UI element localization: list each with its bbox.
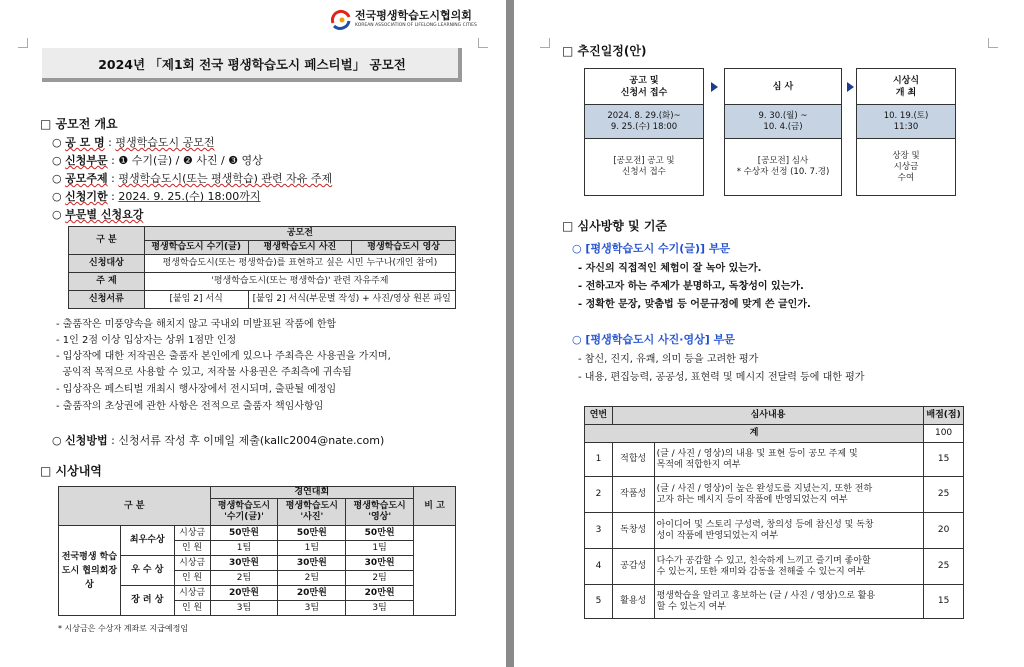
req-row-label: 신청서류 [69,291,145,309]
awards-heading: □ 시상내역 [40,464,102,478]
criteria-item: - 내용, 편집능력, 공공성, 표현력 및 메시지 전달력 등에 대한 평가 [578,372,865,383]
schedule-step-date: 2024. 8. 29.(화)~ 9. 25.(수) 18:00 [585,105,703,139]
criteria-row-name: 작품성 [612,477,654,513]
req-row-label: 신청대상 [69,255,145,273]
req-row-value: [붙임 2] 서식(부문별 작성) + 사진/영상 원본 파일 [248,291,455,309]
schedule-heading: □ 추진일정(안) [562,44,647,58]
award-count: 2팀 [210,571,278,586]
schedule-step [584,68,704,196]
criteria-row-score: 20 [924,513,964,549]
criteria-row-desc: 다수가 공감할 수 있고, 친숙하게 느끼고 즐기며 좋아할 수 있는지, 또한 재미와 감동을 전해줄 수 있는지 여부 [654,549,924,585]
overview-item-name: ○ 공 모 명 : 평생학습도시 공모전 [52,136,215,149]
req-row-value: [붙임 2] 서식 [144,291,248,309]
award-amount: 50만원 [346,526,414,541]
award-prize-label: 시상금 [174,526,210,541]
awards-contest: 경연대회 [210,487,413,499]
criteria-row-no: 4 [585,549,613,585]
note-item: - 출품작은 미풍양속을 해치지 않고 국내외 미발표된 작품에 한함 [56,319,337,330]
awards-remark: 비 고 [414,487,456,526]
criteria-row-desc: 평생학습을 알리고 홍보하는 (글 / 사진 / 영상)으로 활용 할 수 있는지 여부 [654,585,924,619]
award-people-label: 인 원 [174,601,210,616]
award-prize-label: 시상금 [174,586,210,601]
req-row-value: '평생학습도시(또는 평생학습)' 관련 자유주제 [144,273,455,291]
criteria-heading: □ 심사방향 및 기준 [562,219,668,233]
schedule-step-head: 시상식 개 최 [857,69,955,105]
criteria-row-score: 15 [924,585,964,619]
note-item: - 입상작에 대한 저작권은 출품자 본인에게 있으나 주최측은 사용권을 가지며, [56,351,391,362]
logo-subtitle: KOREAN ASSOCIATION OF LIFELONG LEARNING CITIES [355,23,477,28]
note-item: 공익적 목적으로 사용할 수 있고, 저작물 사용권은 주최측에 귀속됨 [56,367,352,378]
criteria-col-score: 배점(점) [924,407,964,425]
schedule-step-desc: [공모전] 공고 및 신청서 접수 [613,156,675,177]
page-title: 2024년 「제1회 전국 평생학습도시 페스티벌」 공모전 [98,57,406,72]
schedule-step-desc: 상장 및 시상금 수여 [892,150,920,183]
criteria-item: - 정확한 문장, 맞춤법 등 어문규정에 맞게 쓴 글인가. [578,299,811,310]
apply-method: ○ 신청방법 : 신청서류 작성 후 이메일 제출(kallc2004@nate.com) [52,434,385,447]
award-people-label: 인 원 [174,571,210,586]
award-count: 1팀 [278,541,346,556]
awards-col-photo: 평생학습도시 '사진' [278,499,346,526]
schedule-step [856,68,956,196]
awards-col-group: 구 분 [59,487,211,526]
note-item: - 출품작의 초상권에 관한 사항은 전적으로 출품자 책임사항임 [56,401,324,412]
criteria-table [584,406,964,619]
note-item: - 입상작은 페스티벌 개최시 행사장에서 전시되며, 출판될 예정임 [56,384,337,395]
award-count: 1팀 [346,541,414,556]
award-count: 3팀 [346,601,414,616]
overview-item-requirements: ○ 부문별 신청요강 [52,208,144,221]
page-right [514,0,1024,667]
req-col-group: 구 분 [69,227,145,255]
req-row-label: 주 제 [69,273,145,291]
crop-mark [478,38,488,48]
logo-name: 전국평생학습도시협의회 [355,9,472,22]
criteria-sub-writing: ○ [평생학습도시 수기(글)] 부문 [572,242,731,255]
overview-item-theme: ○ 공모주제 : 평생학습도시(또는 평생학습) 관련 자유 주제 [52,172,333,185]
award-prize-label: 시상금 [174,556,210,571]
criteria-total: 100 [924,425,964,443]
schedule-step-head: 공고 및 신청서 접수 [585,69,703,105]
award-amount: 20만원 [346,586,414,601]
awards-remark-cell [414,526,456,616]
req-col-video: 평생학습도시 영상 [352,241,456,255]
note-item: - 1인 2점 이상 입상자는 상위 1점만 인정 [56,335,237,346]
award-amount: 20만원 [278,586,346,601]
awards-col-writing: 평생학습도시 '수기(글)' [210,499,278,526]
schedule-step-date: 10. 19.(토) 11:30 [857,105,955,139]
crop-mark [988,38,998,48]
awards-organizer: 전국평생 학습도시 협의회장상 [59,526,121,616]
award-grade: 최우수상 [120,526,174,556]
schedule-step-date: 9. 30.(월) ~ 10. 4.(금) [725,105,841,139]
award-grade: 장 려 상 [120,586,174,616]
criteria-item: - 자신의 직접적인 체험이 잘 녹아 있는가. [578,263,762,274]
criteria-item: - 참신, 진지, 유쾌, 의미 등을 고려한 평가 [578,354,759,365]
award-amount: 30만원 [278,556,346,571]
crop-mark [18,38,28,48]
criteria-row-score: 15 [924,443,964,477]
criteria-row-score: 25 [924,549,964,585]
req-col-writing: 평생학습도시 수기(글) [144,241,248,255]
criteria-row-desc: 아이디어 및 스토리 구성력, 창의성 등에 참신성 및 독창 성이 작품에 반영되었는지 여부 [654,513,924,549]
req-row-value: 평생학습도시(또는 평생학습)를 표현하고 싶은 시민 누구나(개인 참여) [144,255,455,273]
award-amount: 30만원 [210,556,278,571]
criteria-sub-media: ○ [평생학습도시 사진·영상] 부문 [572,333,735,346]
criteria-row-no: 3 [585,513,613,549]
page-left [0,0,506,667]
award-count: 2팀 [278,571,346,586]
crop-mark [540,38,550,48]
logo-icon [330,9,352,31]
award-count: 3팀 [210,601,278,616]
criteria-row-name: 활용성 [612,585,654,619]
criteria-row-no: 5 [585,585,613,619]
award-amount: 30만원 [346,556,414,571]
req-col-photo: 평생학습도시 사진 [248,241,352,255]
criteria-row-score: 25 [924,477,964,513]
award-amount: 20만원 [210,586,278,601]
arrow-right-icon [847,82,854,92]
criteria-row-desc: (글 / 사진 / 영상)의 내용 및 표현 등이 공모 주제 및 목적에 적합한지 여부 [654,443,924,477]
criteria-row-name: 적합성 [612,443,654,477]
award-count: 2팀 [346,571,414,586]
award-amount: 50만원 [210,526,278,541]
overview-item-category: ○ 신청부문 : ❶ 수기(글) / ❷ 사진 / ❸ 영상 [52,154,263,167]
criteria-total-label: 계 [585,425,924,443]
award-grade: 우 수 상 [120,556,174,586]
schedule-step-head: 심 사 [725,69,841,105]
requirements-table [68,226,456,309]
awards-col-video: 평생학습도시 '영상' [346,499,414,526]
schedule-step [724,68,842,196]
criteria-row-desc: (글 / 사진 / 영상)이 높은 완성도를 지녔는지, 또한 전하 고자 하는 메시지 등이 작품에 반영되었는지 여부 [654,477,924,513]
criteria-col-no: 연번 [585,407,613,425]
req-header-top: 공모전 [144,227,455,241]
awards-footnote: * 시상금은 수상자 계좌로 지급예정임 [58,624,189,633]
arrow-right-icon [711,82,718,92]
overview-item-deadline: ○ 신청기한 : 2024. 9. 25.(수) 18:00까지 [52,190,261,203]
criteria-row-name: 독창성 [612,513,654,549]
award-amount: 50만원 [278,526,346,541]
schedule-step-desc: [공모전] 심사 * 수상자 선정 (10. 7.경) [736,156,830,177]
award-count: 3팀 [278,601,346,616]
award-people-label: 인 원 [174,541,210,556]
criteria-col-content: 심사내용 [612,407,923,425]
criteria-row-name: 공감성 [612,549,654,585]
criteria-item: - 전하고자 하는 주제가 분명하고, 독창성이 있는가. [578,281,804,292]
criteria-row-no: 1 [585,443,613,477]
awards-table [58,486,456,616]
award-count: 1팀 [210,541,278,556]
criteria-row-no: 2 [585,477,613,513]
overview-heading: □ 공모전 개요 [40,117,118,131]
